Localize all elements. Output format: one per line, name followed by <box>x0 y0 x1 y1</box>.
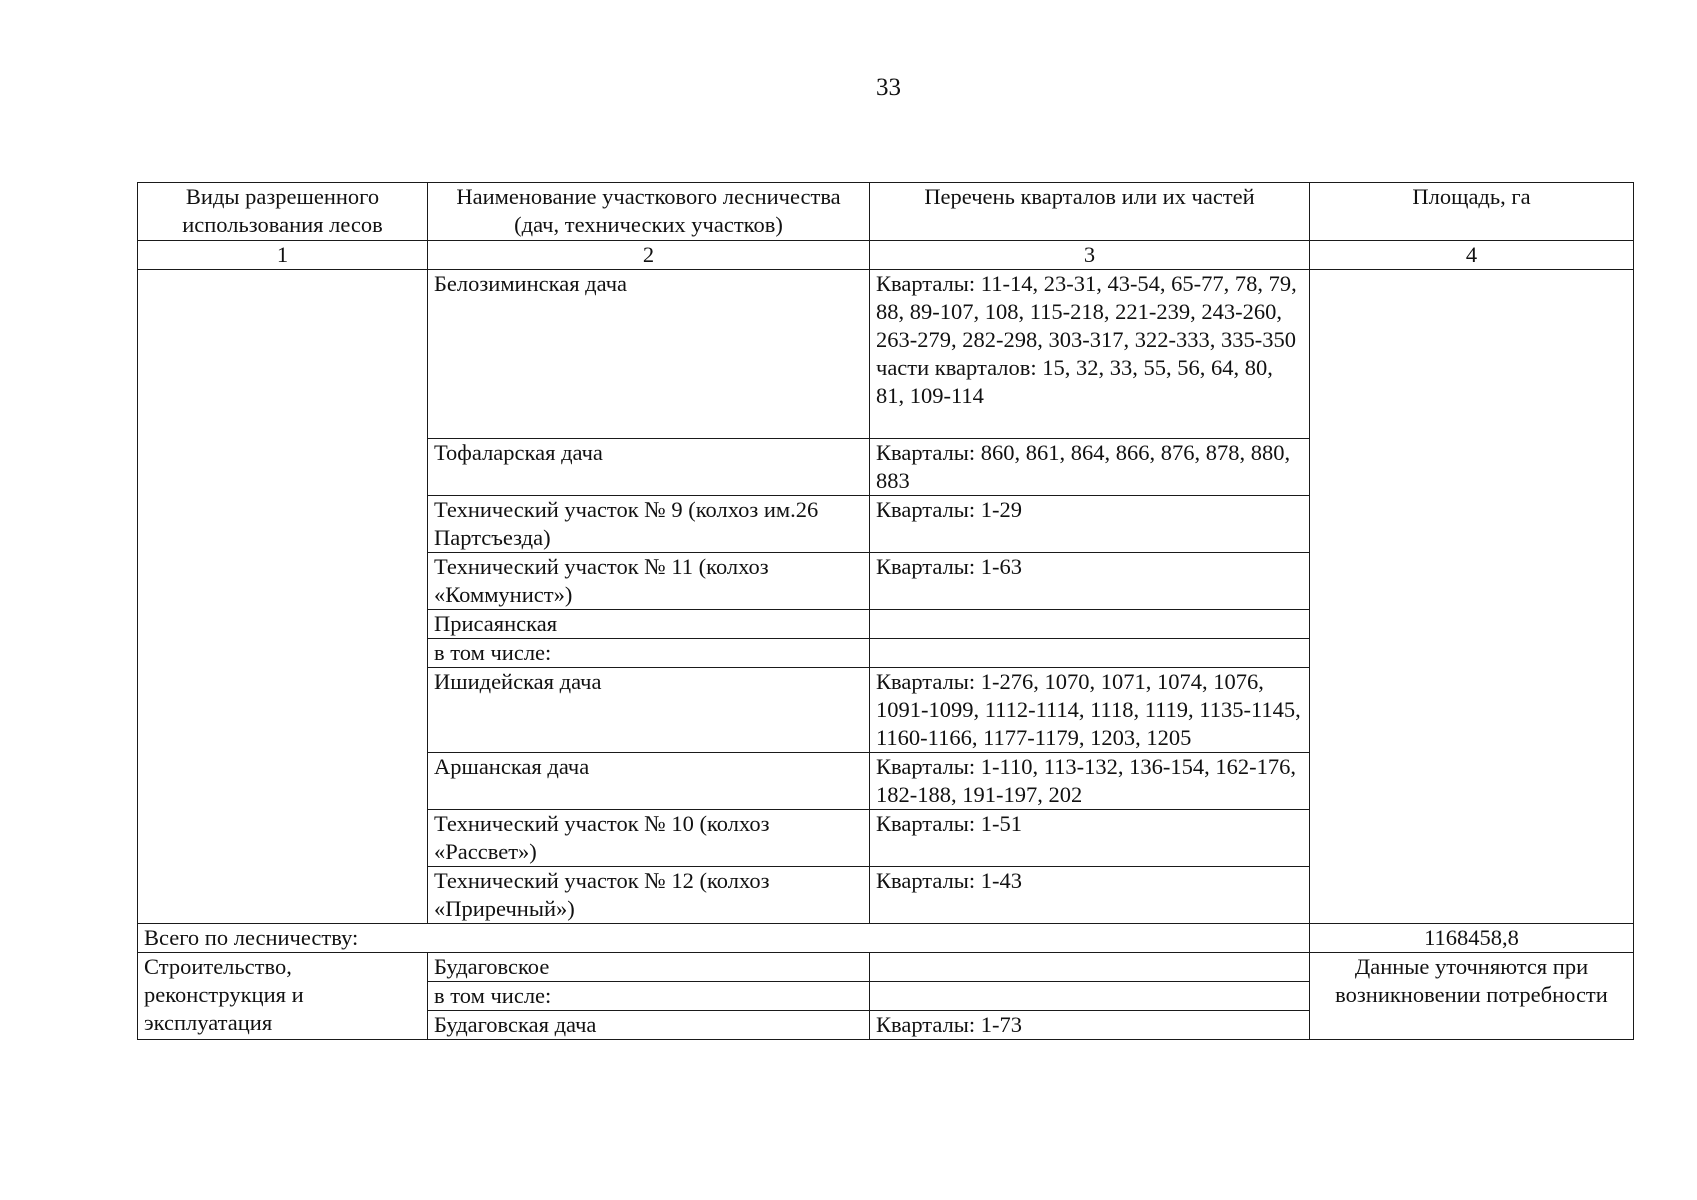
total-row <box>138 924 1634 953</box>
header-use-type: Виды разрешенного использования лесов <box>138 183 428 241</box>
quarters-cell <box>870 639 1310 668</box>
forestry-name-cell: Аршанская дача <box>428 753 870 810</box>
quarters-cell: Кварталы: 1-63 <box>870 553 1310 610</box>
quarters-cell: Кварталы: 1-29 <box>870 496 1310 553</box>
forestry-name-cell: Будаговское <box>428 953 870 982</box>
table-row <box>138 270 1634 439</box>
table-row <box>138 953 1634 982</box>
quarters-cell: Кварталы: 1-43 <box>870 867 1310 924</box>
column-number-1: 1 <box>138 241 428 270</box>
quarters-parts-text: части кварталов: 15, 32, 33, 55, 56, 64, 80, 81, 109-114 <box>876 355 1273 408</box>
forestry-name-cell: Белозиминская дача <box>428 270 870 439</box>
header-row <box>138 183 1634 241</box>
use-type-cell: Строительство, реконструкция и эксплуатация <box>138 953 428 1040</box>
column-number-3: 3 <box>870 241 1310 270</box>
quarters-cell <box>870 953 1310 982</box>
quarters-cell: Кварталы: 1-110, 113-132, 136-154, 162-176, 182-188, 191-197, 202 <box>870 753 1310 810</box>
forestry-name-cell: в том числе: <box>428 982 870 1011</box>
header-quarters: Перечень кварталов или их частей <box>870 183 1310 241</box>
column-number-row <box>138 241 1634 270</box>
forestry-name-cell: Ишидейская дача <box>428 668 870 753</box>
forestry-name-cell: Технический участок № 12 (колхоз «Приречный») <box>428 867 870 924</box>
column-number-4: 4 <box>1310 241 1634 270</box>
total-label: Всего по лесничеству: <box>138 924 1310 953</box>
quarters-cell: Кварталы: 1-73 <box>870 1011 1310 1040</box>
forestry-name-cell: Будаговская дача <box>428 1011 870 1040</box>
forestry-name-cell: Технический участок № 9 (колхоз им.26 Партсъезда) <box>428 496 870 553</box>
quarters-cell: Кварталы: 1-276, 1070, 1071, 1074, 1076, 1091-1099, 1112-1114, 1118, 1119, 1135-1145, 1160-1166, 1177-1179, 1203, 1205 <box>870 668 1310 753</box>
quarters-cell <box>870 982 1310 1011</box>
forestry-name-cell: в том числе: <box>428 639 870 668</box>
page-number: 33 <box>876 74 901 101</box>
area-cell: Данные уточняются при возникновении потребности <box>1310 953 1634 1040</box>
quarters-cell <box>870 270 1310 439</box>
area-cell-empty <box>1310 270 1634 924</box>
forestry-name-cell: Присаянская <box>428 610 870 639</box>
forestry-name-cell: Тофаларская дача <box>428 439 870 496</box>
forestry-name-cell: Технический участок № 10 (колхоз «Рассвет») <box>428 810 870 867</box>
quarters-text: Кварталы: 11-14, 23-31, 43-54, 65-77, 78, 79, 88, 89-107, 108, 115-218, 221-239, 243-260, 263-279, 282-298, 303-317, 322-333, 335-350 <box>876 271 1297 352</box>
header-area: Площадь, га <box>1310 183 1634 241</box>
quarters-cell <box>870 610 1310 639</box>
column-number-2: 2 <box>428 241 870 270</box>
forest-use-table <box>137 182 1634 1040</box>
quarters-cell: Кварталы: 1-51 <box>870 810 1310 867</box>
forestry-name-cell: Технический участок № 11 (колхоз «Коммунист») <box>428 553 870 610</box>
total-value: 1168458,8 <box>1310 924 1634 953</box>
header-forestry-name: Наименование участкового лесничества (дач, технических участков) <box>428 183 870 241</box>
use-type-cell-empty <box>138 270 428 924</box>
quarters-cell: Кварталы: 860, 861, 864, 866, 876, 878, 880, 883 <box>870 439 1310 496</box>
